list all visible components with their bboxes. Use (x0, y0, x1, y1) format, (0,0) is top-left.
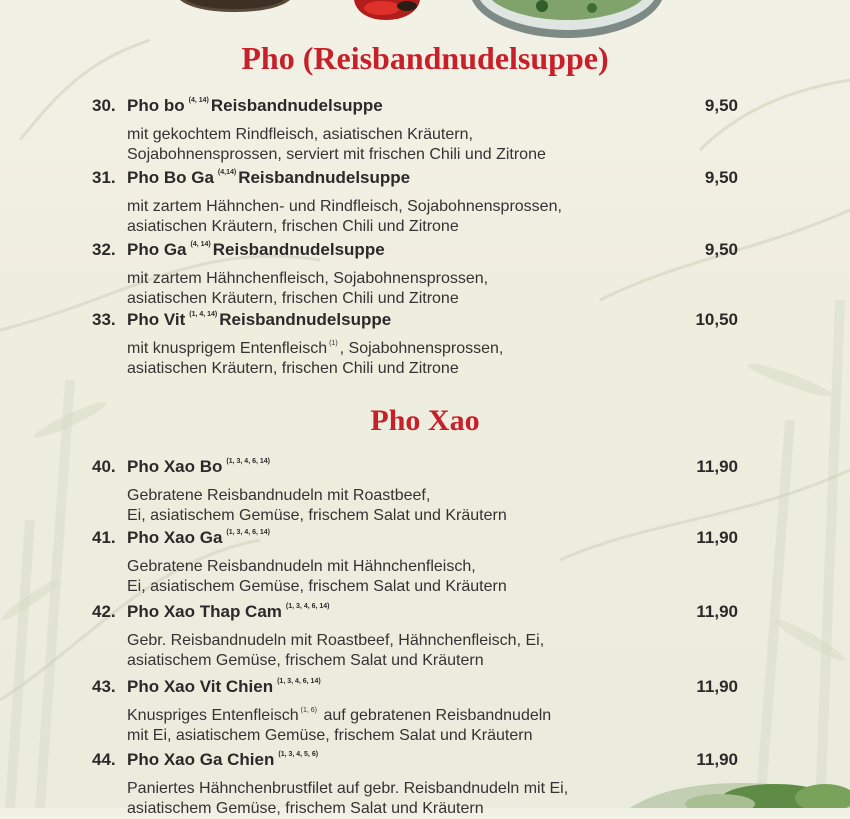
menu-item-number: 40. (92, 457, 116, 476)
menu-item-name-line (127, 750, 320, 770)
menu-item-description (127, 774, 742, 819)
allergen-codes: (1, 3, 4, 6, 14) (226, 529, 271, 536)
description-text: auf gebratenen Reisbandnudeln (319, 707, 552, 724)
menu-item-number: 31. (92, 168, 116, 187)
menu-item (92, 677, 742, 746)
menu-item (92, 96, 742, 165)
menu-item-number: 44. (92, 750, 116, 769)
menu-item-name-line (127, 96, 383, 116)
menu-item-header (92, 528, 742, 552)
allergen-codes: (1, 3, 4, 6, 14) (285, 603, 330, 610)
menu-item-number: 43. (92, 677, 116, 696)
description-line: Ei, asiatischem Gemüse, frischem Salat und Kräutern (127, 578, 507, 595)
menu-item-price: 11,90 (696, 677, 738, 696)
bowl-photo-left (180, 0, 290, 12)
description-text: Paniertes Hähnchenbrustfilet auf gebr. Reisbandnudeln mit Ei, (127, 780, 569, 797)
allergen-codes: (4,14) (217, 169, 237, 176)
description-text: Knuspriges Entenfleisch (127, 707, 299, 724)
menu-item-price: 9,50 (704, 96, 738, 115)
description-text: mit zartem Hähnchenfleisch, Sojabohnensprossen, (127, 270, 489, 287)
menu-item-description (127, 481, 742, 526)
menu-item-subtitle: Reisbandnudelsuppe (219, 310, 392, 329)
menu-item-name: Pho Xao Ga Chien (127, 750, 275, 769)
menu-item-name: Pho Vit (127, 310, 186, 329)
menu-item-number: 33. (92, 310, 116, 329)
menu-item-header (92, 457, 742, 481)
description-line (127, 192, 742, 217)
menu-item-name: Pho Bo Ga (127, 168, 214, 187)
description-line: Sojabohnensprossen, serviert mit frischen Chili und Zitrone (127, 146, 546, 163)
description-text: mit gekochtem Rindfleisch, asiatischen Kräutern, (127, 126, 473, 143)
menu-item (92, 750, 742, 819)
allergen-codes: (1, 3, 4, 6, 14) (226, 458, 270, 465)
menu-item-description (127, 264, 742, 309)
menu-item-description (127, 192, 742, 237)
description-line (127, 264, 742, 289)
menu-item-subtitle: Reisbandnudelsuppe (238, 168, 411, 187)
menu-item-name-line (127, 677, 323, 697)
menu-item-name: Pho Xao Vit Chien (127, 677, 274, 696)
allergen-codes: (1, 6) (300, 707, 317, 714)
description-line: Ei, asiatischem Gemüse, frischem Salat und Kräutern (127, 507, 507, 524)
menu-item-price: 11,90 (696, 750, 738, 769)
menu-item-description (127, 120, 742, 165)
menu-item-name: Pho Xao Thap Cam (127, 602, 282, 621)
chili-sauce-photo (352, 0, 422, 22)
menu-item (92, 457, 742, 526)
menu-item-number: 32. (92, 240, 116, 259)
description-line: asiatischen Kräutern, frischen Chili und Zitrone (127, 218, 459, 235)
menu-item (92, 528, 742, 597)
menu-item (92, 168, 742, 237)
menu-item-subtitle: Reisbandnudelsuppe (212, 240, 385, 259)
menu-item-price: 10,50 (695, 310, 738, 329)
allergen-codes: (1, 3, 4, 6, 14) (277, 678, 321, 685)
description-line: asiatischem Gemüse, frischem Salat und Kräutern (127, 800, 484, 817)
description-line (127, 626, 742, 651)
menu-item-price: 9,50 (704, 240, 738, 259)
description-text: Gebratene Reisbandnudeln mit Roastbeef, (127, 487, 431, 504)
description-text: mit knusprigem Entenfleisch (127, 340, 328, 357)
description-line: mit Ei, asiatischem Gemüse, frischem Salat und Kräutern (127, 727, 533, 744)
menu-item-name: Pho Xao Bo (127, 457, 223, 476)
menu-item-header (92, 677, 742, 701)
menu-item-name: Pho Ga (127, 240, 187, 259)
section-heading-pho: Pho (Reisbandnudelsuppe) (241, 40, 609, 76)
description-line: asiatischen Kräutern, frischen Chili und Zitrone (127, 360, 459, 377)
menu-item-number: 42. (92, 602, 116, 621)
pho-bowl-photo (472, 0, 662, 40)
menu-item-price: 11,90 (696, 602, 738, 621)
menu-item-subtitle: Reisbandnudelsuppe (210, 96, 383, 115)
description-line (127, 334, 742, 359)
menu-item-number: 30. (92, 96, 116, 115)
menu-item-name-line (127, 457, 272, 477)
description-line: asiatischem Gemüse, frischem Salat und Kräutern (127, 652, 484, 669)
menu-item-header (92, 240, 742, 264)
menu-item-header (92, 602, 742, 626)
menu-item-header (92, 96, 742, 120)
menu-item-description (127, 626, 742, 671)
menu-item-number: 41. (92, 528, 116, 547)
menu-item-header (92, 310, 742, 334)
description-text: Gebratene Reisbandnudeln mit Hähnchenfleisch, (127, 558, 476, 575)
menu-item-header (92, 168, 742, 192)
section-heading-pho-xao: Pho Xao (370, 404, 480, 437)
menu-item-name-line (127, 528, 272, 548)
description-line: asiatischen Kräutern, frischen Chili und Zitrone (127, 290, 459, 307)
menu-item (92, 240, 742, 309)
menu-item-description (127, 552, 742, 597)
allergen-codes: (1, 3, 4, 5, 6) (278, 751, 319, 758)
description-line (127, 120, 742, 145)
allergen-codes: (1, 4, 14) (189, 311, 218, 318)
menu-item-price: 11,90 (696, 528, 738, 547)
description-line (127, 552, 742, 577)
description-line (127, 701, 742, 726)
menu-item-name: Pho bo (127, 96, 185, 115)
menu-item-name: Pho Xao Ga (127, 528, 223, 547)
description-line (127, 481, 742, 506)
menu-item (92, 602, 742, 671)
menu-item-name-line (127, 310, 391, 330)
menu-item-price: 11,90 (696, 457, 738, 476)
allergen-codes: (4, 14) (188, 97, 209, 104)
description-text: Gebr. Reisbandnudeln mit Roastbeef, Hähnchenfleisch, Ei, (127, 632, 545, 649)
menu-item-header (92, 750, 742, 774)
description-text: mit zartem Hähnchen- und Rindfleisch, Sojabohnensprossen, (127, 198, 562, 215)
menu-item-description (127, 701, 742, 746)
description-line (127, 774, 742, 799)
menu-item-name-line (127, 602, 332, 622)
menu-item-name-line (127, 168, 410, 188)
menu-item (92, 310, 742, 379)
allergen-codes: (4, 14) (190, 241, 211, 248)
menu-item-price: 9,50 (704, 168, 738, 187)
menu-item-description (127, 334, 742, 379)
menu-item-name-line (127, 240, 385, 260)
description-text: , Sojabohnensprossen, (339, 340, 504, 357)
allergen-codes: (1) (329, 340, 338, 347)
